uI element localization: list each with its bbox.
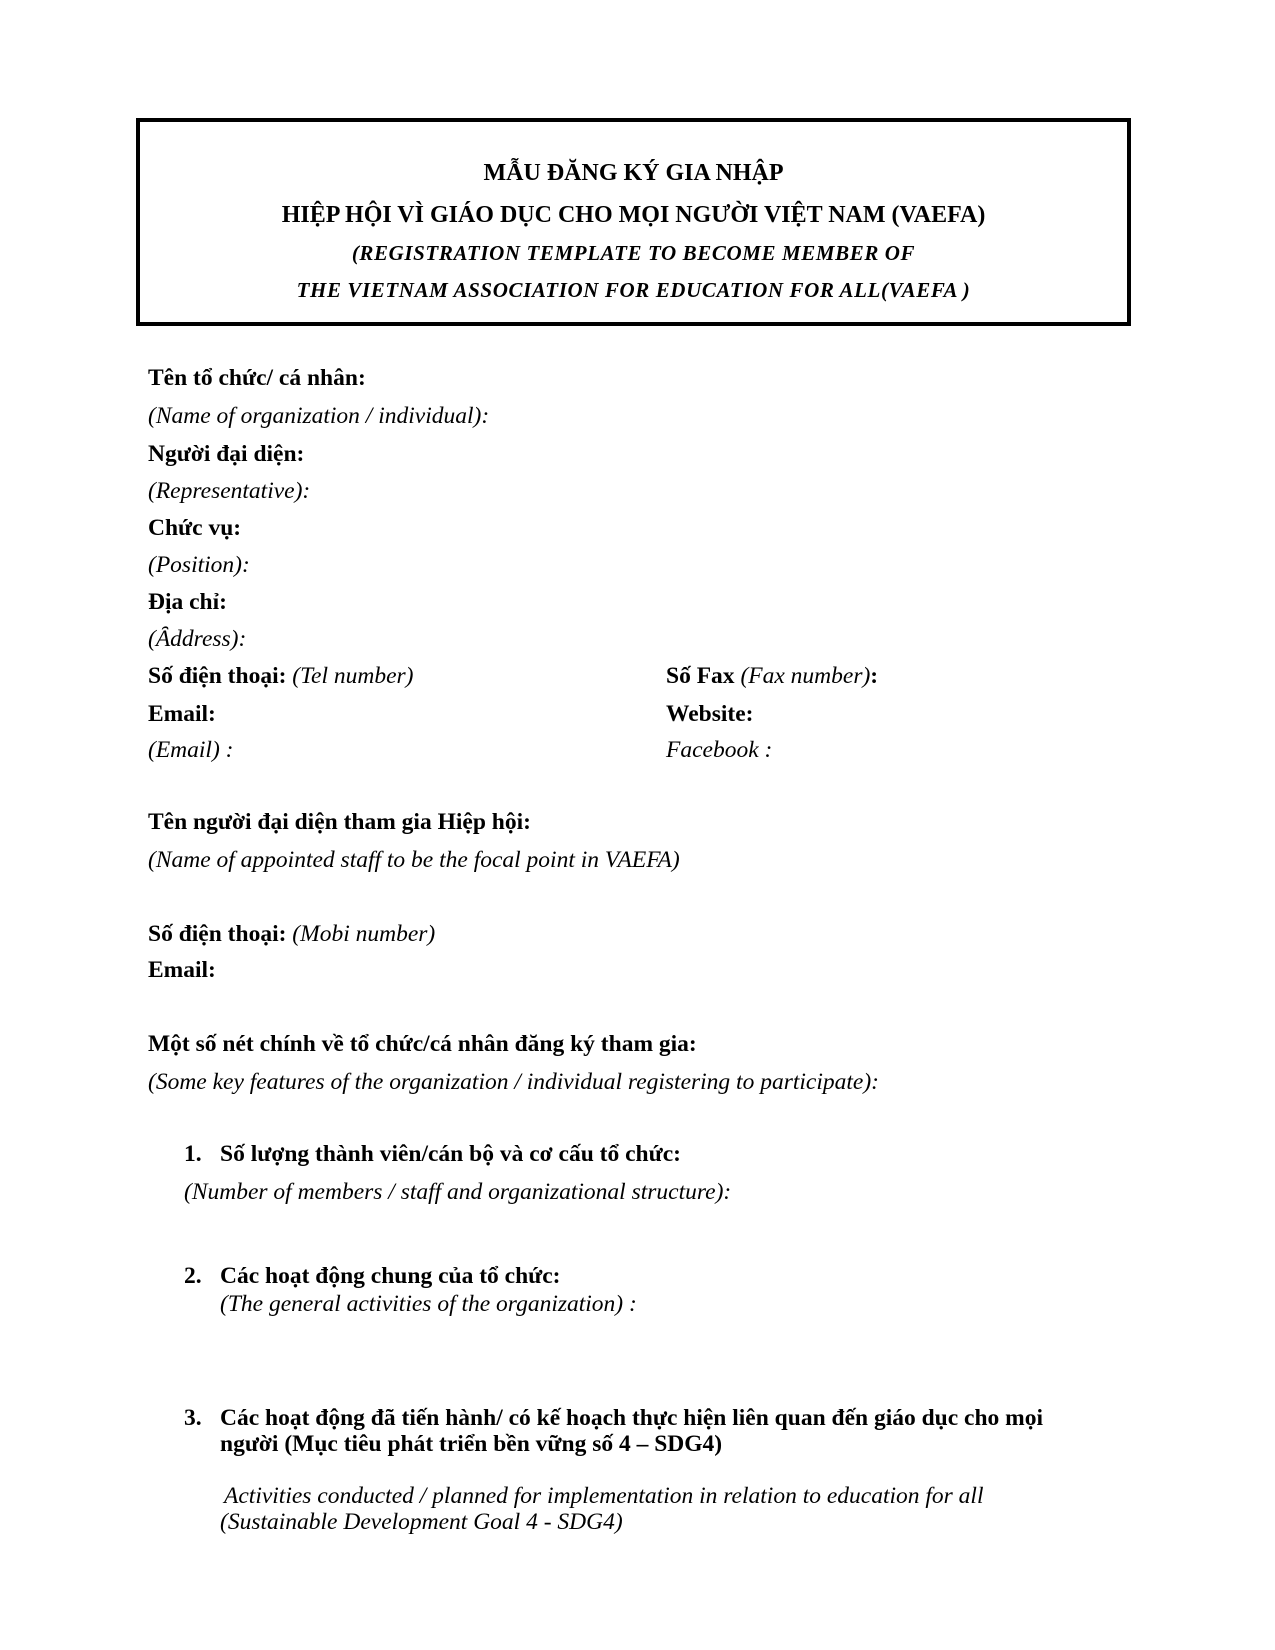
representative-label-en: (Representative): bbox=[148, 478, 311, 504]
email-label: Email: bbox=[148, 701, 216, 727]
features-heading-en: (Some key features of the organization / individual registering to participate): bbox=[148, 1069, 879, 1095]
title-box bbox=[136, 118, 1131, 326]
mobile-row bbox=[148, 920, 435, 948]
item-3-label-en-line-2: (Sustainable Development Goal 4 - SDG4) bbox=[220, 1509, 623, 1535]
email-label-en: (Email) : bbox=[148, 737, 234, 763]
org-name-label: Tên tổ chức/ cá nhân: bbox=[148, 365, 366, 391]
item-2-label-en: (The general activities of the organization) : bbox=[220, 1291, 637, 1317]
fax-colon: : bbox=[870, 663, 879, 689]
position-label: Chức vụ: bbox=[148, 515, 242, 541]
focal-name-label: Tên người đại diện tham gia Hiệp hội: bbox=[148, 809, 531, 835]
tel-label-en: (Tel number) bbox=[292, 663, 414, 689]
item-3-number: 3. bbox=[184, 1405, 202, 1431]
focal-email-label: Email: bbox=[148, 957, 216, 983]
features-heading: Một số nét chính về tổ chức/cá nhân đăng ký tham gia: bbox=[148, 1031, 697, 1057]
title-vi-line-1: MẪU ĐĂNG KÝ GIA NHẬP bbox=[483, 160, 784, 186]
item-1-label-en: (Number of members / staff and organizational structure): bbox=[184, 1179, 732, 1205]
tel-label: Số điện thoại: bbox=[148, 663, 287, 689]
item-3-label-en-line-1: Activities conducted / planned for implementation in relation to education for all bbox=[224, 1483, 984, 1509]
mobile-label: Số điện thoại: bbox=[148, 921, 287, 947]
title-vi-line-2: HIỆP HỘI VÌ GIÁO DỤC CHO MỌI NGƯỜI VIỆT NAM (VAEFA) bbox=[281, 202, 986, 228]
fax-row bbox=[666, 662, 878, 690]
item-3-label-line-1: Các hoạt động đã tiến hành/ có kế hoạch thực hiện liên quan đến giáo dục cho mọi bbox=[220, 1405, 1044, 1431]
position-label-en: (Position): bbox=[148, 552, 250, 578]
mobile-label-en: (Mobi number) bbox=[292, 921, 436, 947]
item-1-label: Số lượng thành viên/cán bộ và cơ cấu tổ chức: bbox=[220, 1141, 681, 1167]
focal-name-label-en: (Name of appointed staff to be the focal point in VAEFA) bbox=[148, 847, 680, 873]
address-label: Địa chỉ: bbox=[148, 589, 227, 615]
org-name-label-en: (Name of organization / individual): bbox=[148, 403, 490, 429]
fax-label-en: (Fax number) bbox=[740, 663, 871, 689]
facebook-label: Facebook : bbox=[666, 737, 773, 763]
fax-label: Số Fax bbox=[666, 663, 735, 689]
title-en-line-2: THE VIETNAM ASSOCIATION FOR EDUCATION FOR ALL(VAEFA ) bbox=[296, 278, 971, 302]
title-en-line-1: (REGISTRATION TEMPLATE TO BECOME MEMBER OF bbox=[351, 241, 916, 265]
website-label: Website: bbox=[666, 701, 754, 727]
item-1-number: 1. bbox=[184, 1141, 202, 1167]
item-2-number: 2. bbox=[184, 1263, 202, 1289]
tel-row bbox=[148, 662, 414, 690]
representative-label: Người đại diện: bbox=[148, 441, 305, 467]
address-label-en: (Ȃddress): bbox=[148, 626, 247, 652]
item-2-label: Các hoạt động chung của tổ chức: bbox=[220, 1263, 561, 1289]
item-3-label-line-2: người (Mục tiêu phát triển bền vững số 4 – SDG4) bbox=[220, 1431, 723, 1457]
